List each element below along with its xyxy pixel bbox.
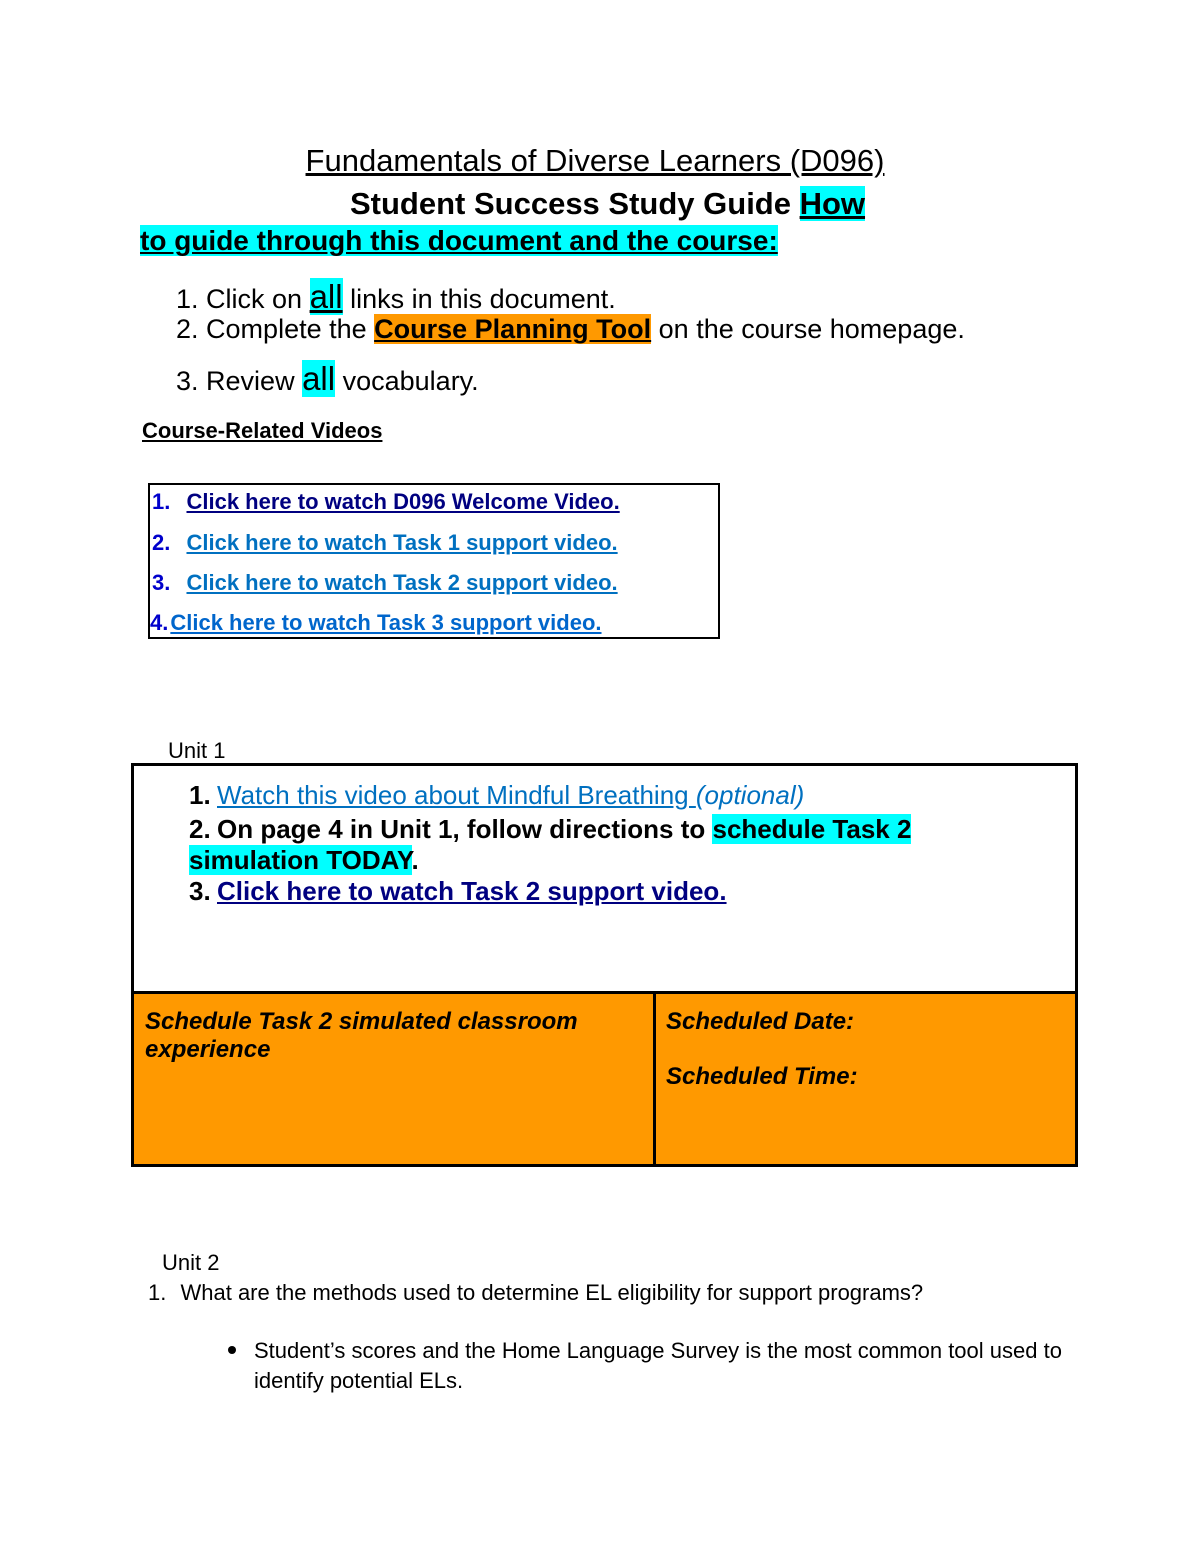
unit-1-label: Unit 1 xyxy=(168,738,226,763)
simulation-today-highlight: simulation TODAY xyxy=(189,845,412,875)
schedule-task-text: Schedule Task 2 simulated classroom experience xyxy=(145,1008,578,1063)
guide-heading xyxy=(140,225,778,257)
welcome-video-link[interactable]: Click here to watch D096 Welcome Video. xyxy=(186,489,620,514)
step-3-number: 3. xyxy=(176,366,199,396)
step-1-number: 1. xyxy=(176,284,199,314)
answer-bullet-1: Student’s scores and the Home Language Survey is the most common tool used to identify potential ELs. xyxy=(254,1338,1062,1393)
question-1-text: What are the methods used to determine EL eligibility for support programs? xyxy=(180,1280,924,1305)
step-3-pre: Review xyxy=(206,366,303,396)
document-subtitle xyxy=(350,186,865,222)
unit1-task2-video-link[interactable]: Click here to watch Task 2 support video. xyxy=(217,876,727,906)
unit-1-item-1-number: 1. xyxy=(189,780,211,810)
unit-2-label: Unit 2 xyxy=(162,1250,220,1275)
step-2-pre: Complete the xyxy=(206,314,375,344)
unit-1-item-2-number: 2. xyxy=(189,814,211,844)
step-1-all: all xyxy=(309,278,343,315)
unit-1-item-2-end: . xyxy=(411,845,419,875)
step-3-post: vocabulary. xyxy=(335,366,479,396)
unit-1-item-3-number: 3. xyxy=(189,876,211,906)
step-1 xyxy=(176,278,616,316)
unit-2-question-1 xyxy=(148,1280,923,1306)
task3-video-link[interactable]: Click here to watch Task 3 support video. xyxy=(170,610,602,635)
document-title: Fundamentals of Diverse Learners (D096) xyxy=(305,143,885,178)
task1-video-link[interactable]: Click here to watch Task 1 support video. xyxy=(186,530,618,555)
video-links-box xyxy=(148,483,720,639)
step-2-post: on the course homepage. xyxy=(651,314,965,344)
schedule-task-cell xyxy=(134,994,656,1164)
step-1-pre: Click on xyxy=(206,284,310,314)
unit-1-box xyxy=(131,763,1078,1167)
bullet-icon xyxy=(228,1346,236,1354)
optional-note: (optional) xyxy=(695,780,805,810)
unit-1-item-2 xyxy=(189,814,911,845)
video-item-2 xyxy=(152,530,618,556)
guide-heading-text: to guide through this document and the course: xyxy=(140,225,778,256)
course-planning-tool-link[interactable]: Course Planning Tool xyxy=(374,314,652,344)
video-item-4 xyxy=(150,610,602,636)
unit-1-item-3 xyxy=(189,876,727,907)
scheduled-date-label: Scheduled Date: xyxy=(666,1008,855,1035)
step-3-all: all xyxy=(302,360,336,397)
step-2 xyxy=(176,314,965,345)
unit-1-item-1 xyxy=(189,780,804,811)
videos-heading: Course-Related Videos xyxy=(142,418,383,443)
video-item-1 xyxy=(152,489,620,515)
video-item-3 xyxy=(152,570,618,596)
step-3 xyxy=(176,360,479,398)
video-item-2-number: 2. xyxy=(152,530,171,555)
unit-1-item-2-cont xyxy=(189,845,419,876)
schedule-task2-highlight: schedule Task 2 xyxy=(712,814,912,844)
unit-1-item-2-text: On page 4 in Unit 1, follow directions to xyxy=(217,814,713,844)
video-item-4-number: 4. xyxy=(150,610,169,635)
step-2-number: 2. xyxy=(176,314,199,344)
subtitle-how: How xyxy=(799,186,866,221)
scheduled-time-label: Scheduled Time: xyxy=(666,1063,858,1090)
task2-video-link[interactable]: Click here to watch Task 2 support video. xyxy=(186,570,618,595)
subtitle-text: Student Success Study Guide xyxy=(350,186,800,221)
video-item-1-number: 1. xyxy=(152,489,171,514)
question-1-number: 1. xyxy=(148,1280,167,1305)
step-1-post: links in this document. xyxy=(342,284,616,314)
video-item-3-number: 3. xyxy=(152,570,171,595)
unit-1-tasks xyxy=(134,766,1075,994)
schedule-datetime-cell xyxy=(656,994,1075,1164)
mindful-breathing-link[interactable]: Watch this video about Mindful Breathing xyxy=(217,780,696,810)
